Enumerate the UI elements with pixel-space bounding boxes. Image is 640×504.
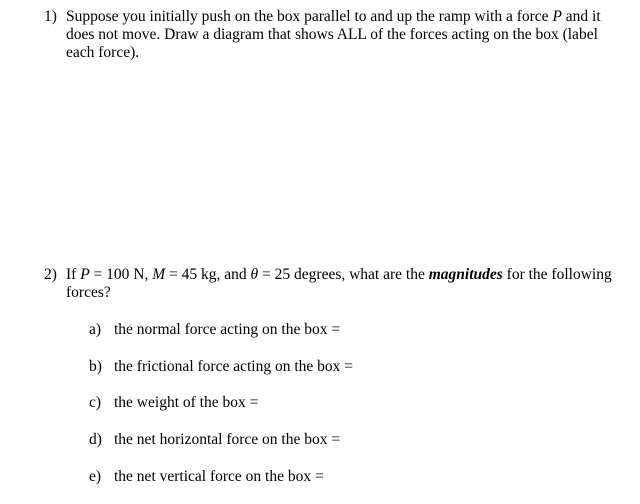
mass-m-variable: M — [152, 266, 166, 283]
question-2-if: If — [66, 266, 81, 283]
part-d-label: d) — [89, 431, 102, 449]
part-d — [89, 431, 609, 449]
part-b — [89, 358, 609, 376]
p-value: = 100 N, — [89, 266, 153, 283]
question-2-text-end: for the following forces? — [66, 266, 612, 301]
part-e-label: e) — [89, 467, 102, 485]
part-c-label: c) — [89, 394, 102, 412]
part-e-text: the net vertical force on the box = — [114, 467, 324, 485]
question-2-parts — [89, 321, 609, 504]
theta-value: = 25 degrees, what are the — [258, 266, 429, 283]
part-d-text: the net horizontal force on the box = — [114, 431, 341, 449]
magnitudes-emphasis: magnitudes — [428, 266, 503, 283]
part-a-label: a) — [89, 321, 102, 338]
part-b-text: the frictional force acting on the box = — [114, 357, 354, 375]
question-1-text-part2: and it does not move. Draw a diagram that shows ALL of the forces acting on the box (label each force). — [66, 8, 601, 61]
force-p-variable: P — [552, 8, 562, 25]
question-1-number: 1) — [44, 8, 57, 25]
part-c — [89, 394, 609, 412]
theta-variable: θ — [250, 266, 259, 283]
question-1-text-part1: Suppose you initially push on the box parallel to and up the ramp with a force — [66, 8, 553, 25]
part-b-label: b) — [89, 357, 102, 375]
question-1-text — [66, 8, 630, 62]
question-1 — [44, 8, 630, 62]
part-a-text: the normal force acting on the box = — [114, 321, 341, 338]
part-c-text: the weight of the box = — [114, 394, 259, 412]
m-value: = 45 kg, and — [165, 266, 251, 283]
part-a — [89, 321, 609, 339]
force-p-variable: P — [80, 266, 90, 283]
question-2 — [44, 266, 630, 302]
question-2-text — [66, 266, 630, 302]
question-2-number: 2) — [44, 266, 57, 283]
part-e — [89, 468, 609, 486]
